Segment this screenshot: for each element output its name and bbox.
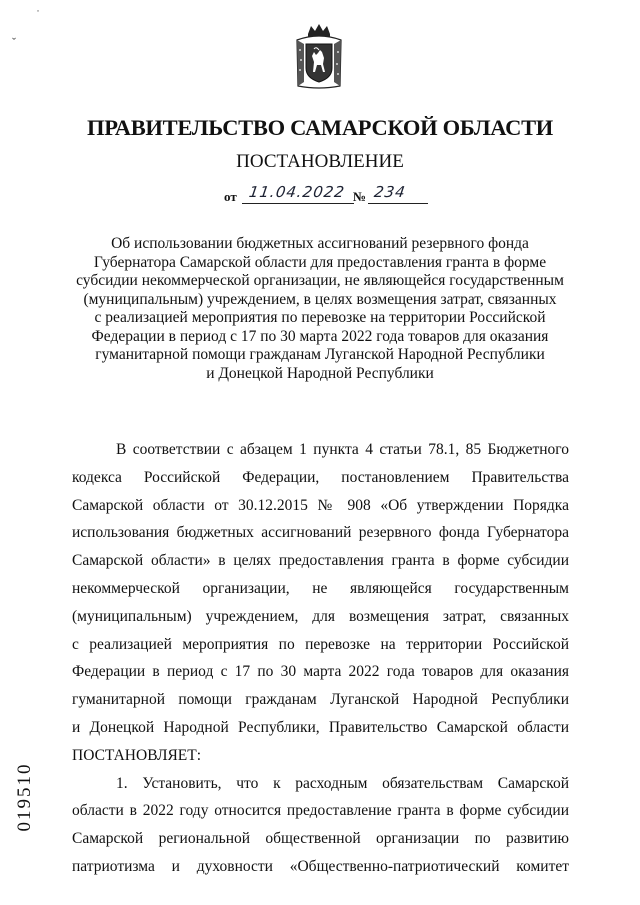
coat-of-arms-emblem: [294, 22, 344, 90]
body-text: [72, 436, 569, 881]
body-line: и Донецкой Народной Республики, Правительство Самарской области: [72, 718, 569, 736]
body-line: ПОСТАНОВЛЯЕТ:: [72, 746, 202, 764]
body-line: с реализацией мероприятия по перевозке на территории Российской: [72, 635, 569, 653]
subject-line: с реализацией мероприятия по перевозке на территории Российской: [94, 309, 546, 326]
number-underline: [368, 203, 428, 204]
body-line: использования бюджетных ассигнований резервного фонда Губернатора: [72, 524, 569, 542]
side-registration-number: [10, 742, 40, 852]
document-type: ПОСТАНОВЛЕНИЕ: [236, 151, 404, 172]
subject-line: Федерации в период с 17 по 30 марта 2022 года товаров для оказания: [91, 327, 549, 345]
body-line: гуманитарной помощи гражданам Луганской Народной Республики: [72, 691, 569, 709]
body-line: В соответствии с абзацем 1 пункта 4 статьи 78.1, 85 Бюджетного: [116, 441, 569, 458]
scan-speck: ˙: [36, 7, 40, 21]
subject-line: гуманитарной помощи гражданам Луганской Народной Республики: [95, 346, 545, 363]
date-label: от: [224, 189, 237, 204]
number-label: №: [353, 189, 367, 204]
body-line: области в 2022 году относится предоставление гранта в форме субсидии: [72, 802, 569, 820]
body-line: Самарской области» в целях предоставления гранта в форме субсидии: [72, 552, 569, 570]
body-line: Самарской области от 30.12.2015 № 908 «Об утверждении Порядка: [72, 496, 569, 514]
subject-line: Об использовании бюджетных ассигнований резервного фонда: [111, 235, 529, 252]
government-title: ПРАВИТЕЛЬСТВО САМАРСКОЙ ОБЛАСТИ: [87, 115, 553, 140]
side-number-text: 019510: [14, 762, 35, 832]
date-value: 11.04.2022: [247, 183, 347, 201]
body-line: некоммерческой организации, не являющейся государственным: [72, 579, 569, 597]
subject-line: Губернатора Самарской области для предоставления гранта в форме: [93, 253, 547, 271]
body-line: Федерации в период с 17 по 30 марта 2022 года товаров для оказания: [72, 663, 569, 681]
subject-line: субсидии некоммерческой организации, не являющейся государственным: [76, 272, 564, 289]
body-line: патриотизма и духовности «Общественно-патриотический комитет: [72, 857, 569, 875]
date-underline: [242, 203, 354, 204]
scan-speck: ˇ: [12, 35, 16, 49]
subject-line: (муниципальным) учреждением, в целях возмещения затрат, связанных: [83, 290, 557, 308]
subject-heading: [70, 235, 570, 383]
date-number-row: [212, 185, 442, 207]
body-line: Самарской региональной общественной организации по развитию: [72, 830, 569, 848]
body-line: кодекса Российской Федерации, постановлением Правительства: [72, 468, 569, 486]
number-value: 234: [372, 183, 408, 201]
body-line: 1. Установить, что к расходным обязательствам Самарской: [116, 774, 569, 792]
subject-line: и Донецкой Народной Республики: [206, 364, 434, 382]
body-line: (муниципальным) учреждением, для возмещения затрат, связанных: [72, 607, 569, 625]
